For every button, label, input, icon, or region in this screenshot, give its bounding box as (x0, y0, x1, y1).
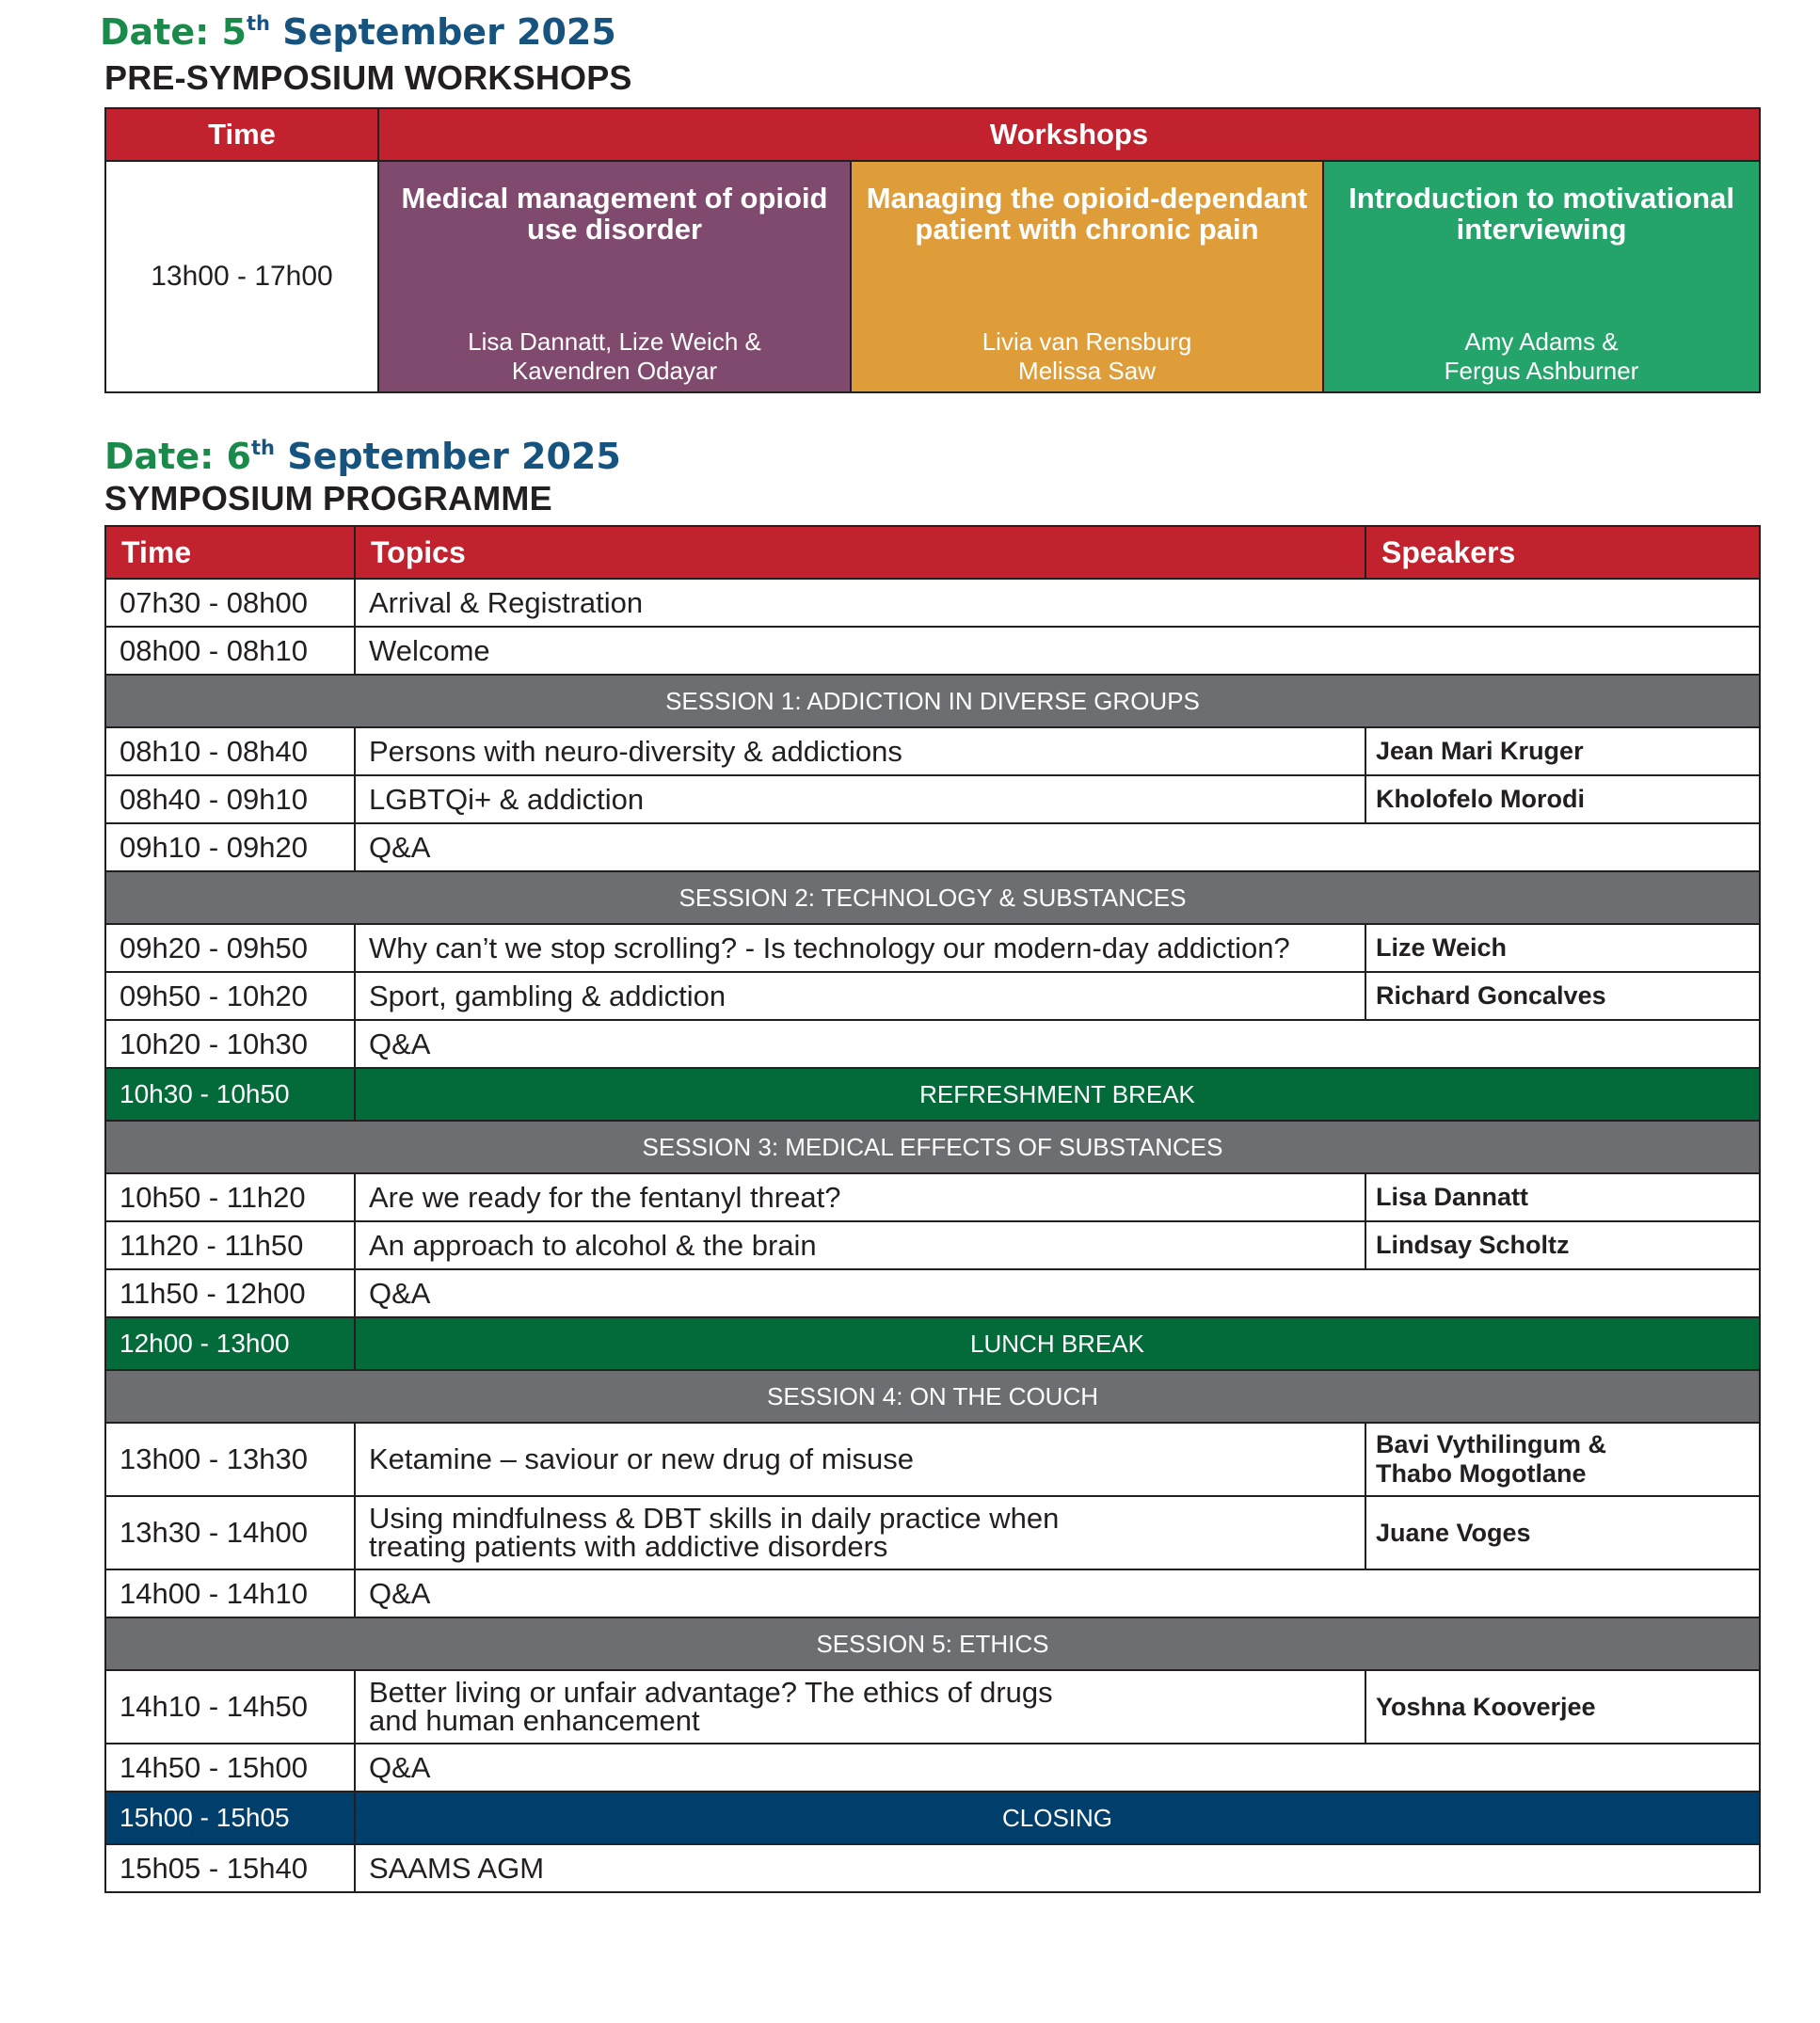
programme-row-item (105, 1844, 1760, 1892)
row-time: 08h10 - 08h40 (105, 727, 355, 775)
session-title: SESSION 5: ETHICS (105, 1617, 1760, 1670)
row-time: 11h20 - 11h50 (105, 1221, 355, 1269)
day2-date (104, 437, 621, 476)
workshops-table (104, 107, 1761, 393)
row-topic: Using mindfulness & DBT skills in daily practice when treating patients with addictive disorders (355, 1496, 1365, 1569)
programme-row-session (105, 1370, 1760, 1423)
break-title: LUNCH BREAK (355, 1317, 1760, 1370)
row-topic: Q&A (355, 1020, 1760, 1068)
row-topic: Q&A (355, 1744, 1760, 1792)
programme-row-talk (105, 1670, 1760, 1744)
row-topic: Q&A (355, 1269, 1760, 1317)
programme-row-item (105, 1269, 1760, 1317)
row-speaker: Jean Mari Kruger (1365, 727, 1760, 775)
workshop-speaker-line: Lisa Dannatt, Lize Weich & (468, 327, 761, 356)
row-time: 14h00 - 14h10 (105, 1569, 355, 1617)
programme-row-item (105, 1569, 1760, 1617)
programme-row-break (105, 1068, 1760, 1121)
row-time: 08h00 - 08h10 (105, 627, 355, 675)
row-time: 14h50 - 15h00 (105, 1744, 355, 1792)
programme-row-talk (105, 1496, 1760, 1569)
programme-row-session (105, 1617, 1760, 1670)
row-speaker: Lize Weich (1365, 924, 1760, 972)
day1-date-rest: September 2025 (270, 11, 616, 53)
row-time: 07h30 - 08h00 (105, 579, 355, 627)
workshops-header-row (105, 108, 1760, 161)
row-time: 12h00 - 13h00 (105, 1317, 355, 1370)
workshop-speaker-line: Melissa Saw (1018, 357, 1156, 385)
row-time: 09h20 - 09h50 (105, 924, 355, 972)
row-time: 09h10 - 09h20 (105, 823, 355, 871)
programme-header-row (105, 526, 1760, 579)
row-speaker: Kholofelo Morodi (1365, 775, 1760, 823)
row-time: 13h00 - 13h30 (105, 1423, 355, 1496)
row-topic: Q&A (355, 1569, 1760, 1617)
session-title: SESSION 4: ON THE COUCH (105, 1370, 1760, 1423)
workshop-motivational-interviewing (1323, 161, 1760, 392)
workshop-speaker-line: Livia van Rensburg (982, 327, 1192, 356)
row-speaker: Bavi Vythilingum & Thabo Mogotlane (1365, 1423, 1760, 1496)
programme-rows (105, 579, 1760, 1892)
programme-time-header: Time (105, 526, 355, 579)
row-topic: An approach to alcohol & the brain (355, 1221, 1365, 1269)
programme-row-talk (105, 1221, 1760, 1269)
workshops-time: 13h00 - 17h00 (105, 161, 378, 392)
row-speaker: Lindsay Scholtz (1365, 1221, 1760, 1269)
row-time: 15h00 - 15h05 (105, 1792, 355, 1844)
workshop-speakers (852, 327, 1322, 386)
workshop-medical-management (378, 161, 851, 392)
row-speaker: Juane Voges (1365, 1496, 1760, 1569)
row-time: 10h20 - 10h30 (105, 1020, 355, 1068)
programme-row-talk (105, 727, 1760, 775)
row-time: 10h30 - 10h50 (105, 1068, 355, 1121)
workshop-speakers (1324, 327, 1759, 386)
day1-date-label: Date: 5 (100, 11, 247, 53)
programme-row-talk (105, 924, 1760, 972)
row-topic: Welcome (355, 627, 1760, 675)
programme-row-item (105, 579, 1760, 627)
row-topic: Why can’t we stop scrolling? - Is technology our modern-day addiction? (355, 924, 1365, 972)
workshop-title: Medical management of opioid use disorder (401, 182, 828, 246)
workshop-cell-content (379, 162, 850, 391)
workshops-heading: PRE-SYMPOSIUM WORKSHOPS (104, 58, 632, 97)
row-time: 13h30 - 14h00 (105, 1496, 355, 1569)
programme-table (104, 525, 1761, 1893)
programme-speakers-header: Speakers (1365, 526, 1760, 579)
workshop-cell-content (1324, 162, 1759, 391)
programme-row-session (105, 675, 1760, 727)
programme-row-item (105, 823, 1760, 871)
programme-row-talk (105, 972, 1760, 1020)
programme-row-item (105, 627, 1760, 675)
programme-row-session (105, 871, 1760, 924)
workshop-speakers (379, 327, 850, 386)
row-time: 15h05 - 15h40 (105, 1844, 355, 1892)
workshop-title: Introduction to motivational interviewing (1349, 182, 1734, 246)
programme-row-talk (105, 775, 1760, 823)
row-topic: Are we ready for the fentanyl threat? (355, 1173, 1365, 1221)
row-speaker: Yoshna Kooverjee (1365, 1670, 1760, 1744)
programme-topics-header: Topics (355, 526, 1365, 579)
day1-date (100, 12, 616, 52)
programme-row-talk (105, 1423, 1760, 1496)
row-speaker: Richard Goncalves (1365, 972, 1760, 1020)
programme-heading: SYMPOSIUM PROGRAMME (104, 479, 552, 518)
row-time: 10h50 - 11h20 (105, 1173, 355, 1221)
row-time: 14h10 - 14h50 (105, 1670, 355, 1744)
row-topic: Q&A (355, 823, 1760, 871)
workshop-speaker-line: Fergus Ashburner (1444, 357, 1639, 385)
workshops-row (105, 161, 1760, 392)
row-topic: Sport, gambling & addiction (355, 972, 1365, 1020)
row-time: 09h50 - 10h20 (105, 972, 355, 1020)
row-topic: Ketamine – saviour or new drug of misuse (355, 1423, 1365, 1496)
workshop-speaker-line: Amy Adams & (1464, 327, 1619, 356)
workshop-speaker-line: Kavendren Odayar (511, 357, 718, 385)
row-topic: LGBTQi+ & addiction (355, 775, 1365, 823)
day2-date-suffix: th (251, 437, 275, 459)
row-topic: Arrival & Registration (355, 579, 1760, 627)
workshops-header: Workshops (378, 108, 1760, 161)
programme-row-talk (105, 1173, 1760, 1221)
workshops-time-header: Time (105, 108, 378, 161)
programme-row-session (105, 1121, 1760, 1173)
session-title: SESSION 3: MEDICAL EFFECTS OF SUBSTANCES (105, 1121, 1760, 1173)
break-title: REFRESHMENT BREAK (355, 1068, 1760, 1121)
workshop-title: Managing the opioid-dependant patient with chronic pain (866, 182, 1308, 246)
day2-date-label: Date: 6 (104, 436, 251, 477)
row-time: 11h50 - 12h00 (105, 1269, 355, 1317)
programme-row-item (105, 1020, 1760, 1068)
row-speaker: Lisa Dannatt (1365, 1173, 1760, 1221)
day2-date-rest: September 2025 (275, 436, 621, 477)
session-title: SESSION 1: ADDICTION IN DIVERSE GROUPS (105, 675, 1760, 727)
workshop-cell-content (852, 162, 1322, 391)
session-title: SESSION 2: TECHNOLOGY & SUBSTANCES (105, 871, 1760, 924)
programme-row-item (105, 1744, 1760, 1792)
row-time: 08h40 - 09h10 (105, 775, 355, 823)
programme-row-closing (105, 1792, 1760, 1844)
day1-date-suffix: th (247, 12, 270, 35)
programme-row-break (105, 1317, 1760, 1370)
row-topic: Better living or unfair advantage? The ethics of drugs and human enhancement (355, 1670, 1365, 1744)
workshop-chronic-pain (851, 161, 1323, 392)
row-topic: SAAMS AGM (355, 1844, 1760, 1892)
row-topic: Persons with neuro-diversity & addictions (355, 727, 1365, 775)
closing-title: CLOSING (355, 1792, 1760, 1844)
